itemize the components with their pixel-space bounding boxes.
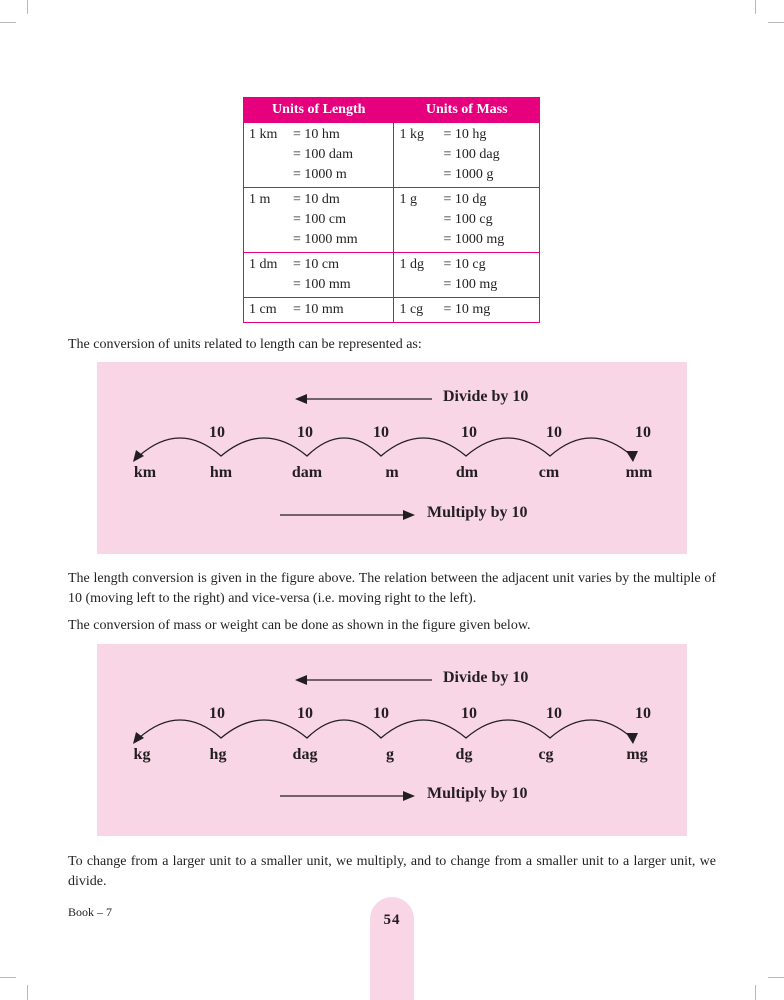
length-cell bbox=[244, 188, 394, 253]
divide-arrowhead bbox=[295, 394, 307, 404]
crop-mark bbox=[768, 977, 784, 978]
crop-mark bbox=[27, 985, 28, 1000]
paragraph-length-intro: The conversion of units related to length can be represented as: bbox=[68, 337, 422, 352]
paragraph-conclusion: To change from a larger unit to a smaller unit, we multiply, and to change from a smaller unit to a larger unit, we divide. bbox=[68, 854, 716, 889]
mass-unit: 1 cg bbox=[399, 302, 424, 317]
page-number-tab bbox=[370, 897, 414, 1000]
length-value: = 1000 mm bbox=[293, 232, 358, 247]
factor-label: 10 bbox=[635, 424, 651, 441]
length-value: = 10 dm bbox=[293, 192, 340, 207]
length-conversion bbox=[249, 190, 389, 250]
mass-value: = 10 cg bbox=[443, 257, 486, 272]
multiply-label: Multiply by 10 bbox=[427, 785, 528, 802]
mass-value: = 100 mg bbox=[443, 277, 498, 292]
table-row bbox=[244, 253, 540, 298]
crop-mark bbox=[27, 0, 28, 14]
mass-unit: 1 dg bbox=[399, 257, 424, 272]
mass-value: = 10 dg bbox=[443, 192, 487, 207]
unit-label: cg bbox=[538, 746, 554, 763]
units-table bbox=[243, 97, 540, 323]
page-number: 54 bbox=[383, 912, 401, 928]
table-header-row bbox=[244, 98, 540, 123]
factor-label: 10 bbox=[373, 424, 389, 441]
mass-diagram-graphics bbox=[97, 644, 687, 836]
length-unit: 1 m bbox=[249, 192, 271, 207]
right-arrowhead bbox=[626, 733, 638, 744]
mass-conversion bbox=[399, 125, 535, 185]
factor-label: 10 bbox=[461, 424, 477, 441]
length-value: = 10 cm bbox=[293, 257, 339, 272]
factor-label: 10 bbox=[373, 705, 389, 722]
mass-diagram bbox=[97, 644, 687, 836]
crop-mark bbox=[0, 22, 16, 23]
right-arrowhead bbox=[626, 451, 638, 462]
length-cell bbox=[244, 123, 394, 188]
length-unit: 1 dm bbox=[249, 257, 278, 272]
unit-label: cm bbox=[538, 464, 560, 481]
length-cell bbox=[244, 253, 394, 298]
left-arrowhead bbox=[133, 450, 144, 462]
length-value: = 10 mm bbox=[293, 302, 344, 317]
unit-label: dm bbox=[455, 464, 479, 481]
table-row bbox=[244, 123, 540, 188]
unit-label: g bbox=[386, 746, 394, 763]
factor-label: 10 bbox=[635, 705, 651, 722]
multiply-arrowhead bbox=[403, 510, 415, 520]
length-value: = 100 mm bbox=[293, 277, 351, 292]
length-diagram bbox=[97, 362, 687, 554]
unit-label: hg bbox=[209, 746, 227, 763]
table-body bbox=[244, 123, 540, 323]
mass-values bbox=[443, 300, 535, 320]
header-mass: Units of Mass bbox=[394, 98, 540, 123]
crop-mark bbox=[755, 0, 756, 14]
mass-values bbox=[443, 190, 535, 250]
unit-label: dg bbox=[455, 746, 473, 763]
length-unit: 1 km bbox=[249, 127, 278, 142]
length-unit: 1 cm bbox=[249, 302, 277, 317]
length-conversion bbox=[249, 125, 389, 185]
mass-cell bbox=[394, 253, 540, 298]
mass-cell bbox=[394, 123, 540, 188]
mass-values bbox=[443, 255, 535, 295]
mass-unit: 1 kg bbox=[399, 127, 424, 142]
crop-mark bbox=[0, 977, 16, 978]
header-length: Units of Length bbox=[244, 98, 394, 123]
mass-values bbox=[443, 125, 535, 185]
unit-label: km bbox=[133, 464, 157, 481]
unit-label: dam bbox=[291, 464, 323, 481]
left-arrowhead bbox=[133, 732, 144, 744]
multiply-arrowhead bbox=[403, 791, 415, 801]
mass-value: = 1000 g bbox=[443, 167, 494, 182]
length-values bbox=[293, 255, 389, 295]
mass-value: = 10 mg bbox=[443, 302, 491, 317]
crop-mark bbox=[768, 22, 784, 23]
multiply-label: Multiply by 10 bbox=[427, 504, 528, 521]
paragraph-mass-intro: The conversion of mass or weight can be done as shown in the figure given below. bbox=[68, 618, 531, 633]
length-conversion bbox=[249, 255, 389, 295]
length-value: = 100 dam bbox=[293, 147, 353, 162]
mass-conversion bbox=[399, 190, 535, 250]
crop-mark bbox=[755, 985, 756, 1000]
length-cell bbox=[244, 298, 394, 323]
factor-label: 10 bbox=[461, 705, 477, 722]
length-value: = 1000 m bbox=[293, 167, 347, 182]
factor-label: 10 bbox=[209, 424, 225, 441]
length-value: = 100 cm bbox=[293, 212, 346, 227]
length-values bbox=[293, 300, 389, 320]
mass-value: = 100 dag bbox=[443, 147, 500, 162]
table-row bbox=[244, 298, 540, 323]
mass-value: = 100 cg bbox=[443, 212, 493, 227]
book-label: Book – 7 bbox=[68, 905, 113, 919]
factor-label: 10 bbox=[297, 705, 313, 722]
factor-label: 10 bbox=[209, 705, 225, 722]
paragraph-length-explanation: The length conversion is given in the figure above. The relation between the adjacent unit varies by the multiple of 10 (moving left to the right) and vice-versa (i.e. moving right to the left). bbox=[68, 571, 716, 606]
unit-label: mm bbox=[625, 464, 653, 481]
length-values bbox=[293, 190, 389, 250]
table-row bbox=[244, 188, 540, 253]
unit-label: kg bbox=[133, 746, 151, 763]
length-value: = 10 hm bbox=[293, 127, 340, 142]
mass-conversion bbox=[399, 300, 535, 320]
factor-label: 10 bbox=[546, 705, 562, 722]
divide-arrowhead bbox=[295, 675, 307, 685]
unit-label: dag bbox=[292, 746, 318, 763]
mass-conversion bbox=[399, 255, 535, 295]
unit-label: m bbox=[385, 464, 399, 481]
mass-value: = 10 hg bbox=[443, 127, 487, 142]
divide-label: Divide by 10 bbox=[443, 388, 529, 405]
mass-value: = 1000 mg bbox=[443, 232, 505, 247]
mass-cell bbox=[394, 188, 540, 253]
divide-label: Divide by 10 bbox=[443, 669, 529, 686]
length-values bbox=[293, 125, 389, 185]
length-diagram-graphics bbox=[97, 362, 687, 554]
length-conversion bbox=[249, 300, 389, 320]
mass-cell bbox=[394, 298, 540, 323]
unit-label: mg bbox=[626, 746, 648, 763]
unit-label: hm bbox=[209, 464, 233, 481]
factor-label: 10 bbox=[297, 424, 313, 441]
factor-label: 10 bbox=[546, 424, 562, 441]
mass-unit: 1 g bbox=[399, 192, 417, 207]
